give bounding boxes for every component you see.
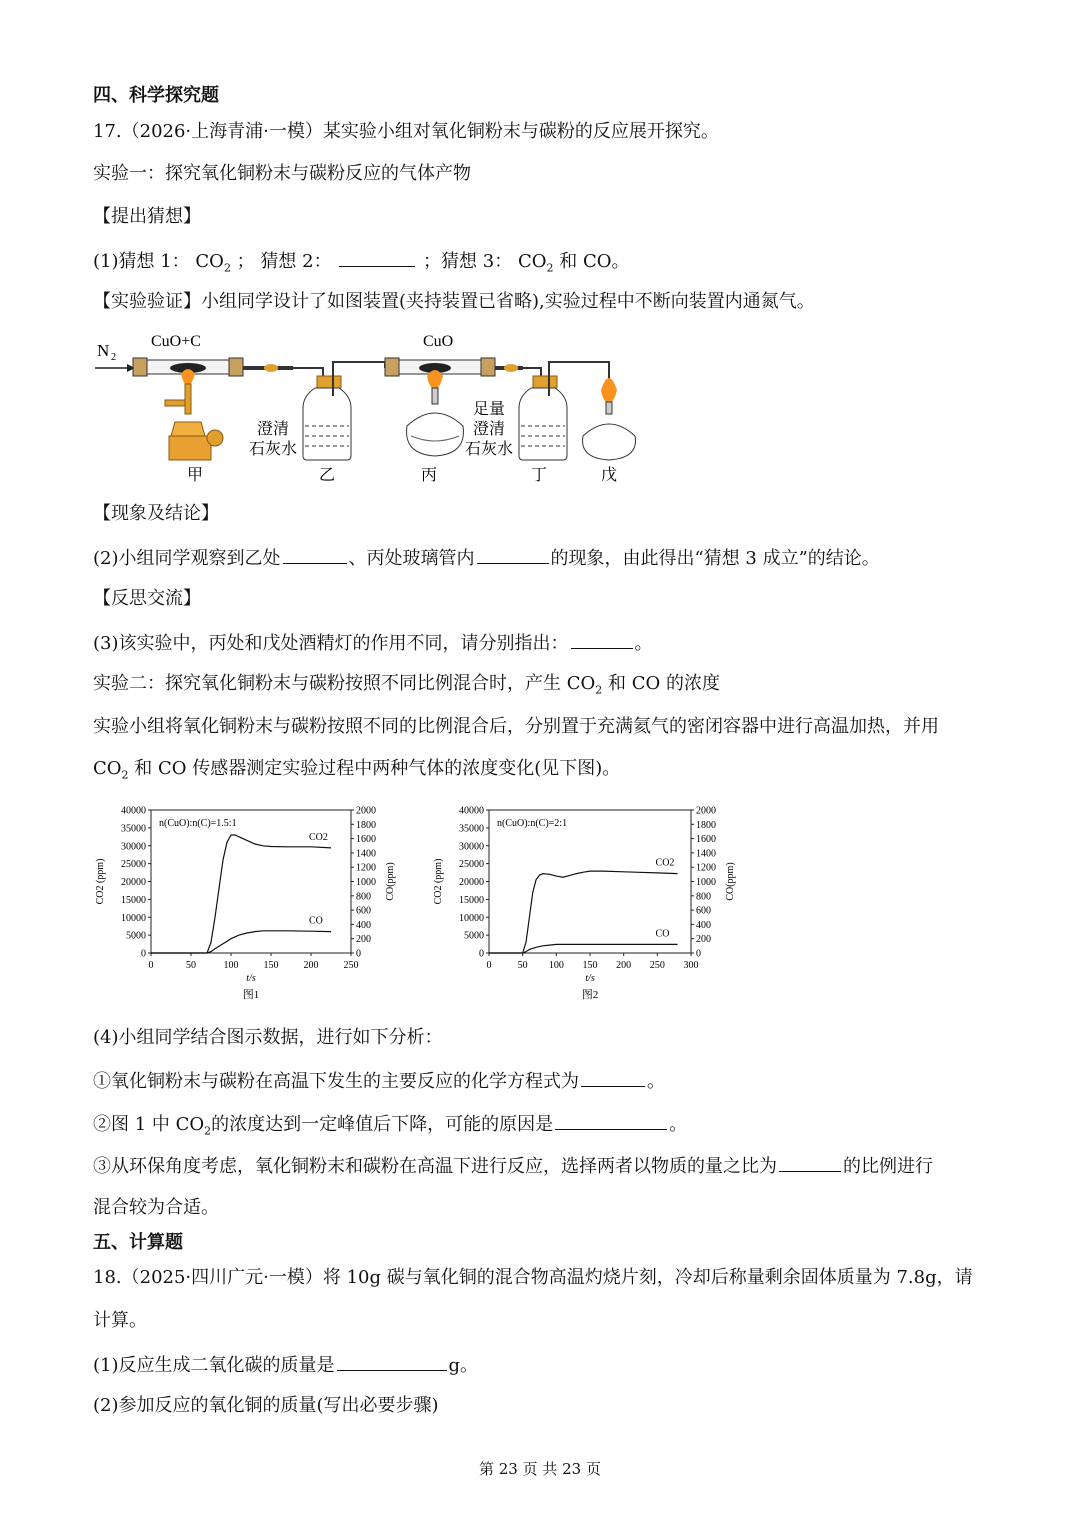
answer-blank[interactable]	[337, 1352, 447, 1371]
y-tick-label-right: 400	[696, 919, 711, 931]
answer-blank[interactable]	[581, 1068, 645, 1087]
y-tick-label-left: 35000	[121, 823, 146, 835]
x-tick-label: 200	[616, 960, 632, 971]
y-axis-label-left: CO2 (ppm)	[95, 858, 106, 905]
q2-part-b: 、丙处玻璃管内	[348, 548, 475, 569]
question-17-header: 17.（2026·上海青浦·一模）某实验小组对氧化铜粉末与碳粉的反应展开探究。	[93, 121, 719, 142]
bottle-ding	[519, 376, 567, 460]
experiment-2-title	[93, 672, 720, 703]
q4-2-c: 。	[669, 1114, 688, 1135]
y-tick-label-right: 1800	[696, 819, 716, 831]
x-tick-label: 150	[582, 960, 598, 971]
y-tick-label-left: 5000	[464, 930, 484, 942]
chart-annotation: n(CuO):n(C)=2:1	[497, 818, 568, 829]
y-axis-label-right: CO(ppm)	[725, 862, 736, 901]
y-tick-label-right: 200	[696, 934, 711, 946]
x-tick-label: 250	[649, 960, 665, 971]
series-label-co: CO	[309, 915, 323, 927]
subscript: 2	[595, 683, 603, 697]
question-2	[93, 545, 880, 571]
rubber-joint-2	[504, 364, 518, 372]
bottle-yi	[303, 376, 351, 460]
y-tick-label-right: 600	[696, 905, 711, 917]
question-18-header-cont: 计算。	[93, 1310, 147, 1331]
y-tick-label-right: 400	[356, 919, 371, 931]
y-tick-label-left: 25000	[121, 859, 146, 871]
q1-part-e: 和 CO。	[559, 251, 630, 272]
y-tick-label-left: 35000	[459, 823, 484, 835]
series-label-co: CO	[655, 928, 670, 940]
x-tick-label: 150	[263, 960, 279, 971]
answer-blank[interactable]	[779, 1153, 841, 1172]
series-line-co	[489, 944, 678, 953]
question-4-3-cont: 混合较为合适。	[93, 1197, 219, 1218]
q4-1-text: ①氧化铜粉末与碳粉在高温下发生的主要反应的化学方程式为	[93, 1071, 579, 1092]
label-yi: 乙	[319, 467, 336, 484]
y-axis-label-left: CO2 (ppm)	[433, 858, 444, 905]
q4-1-end: 。	[647, 1071, 665, 1092]
answer-blank[interactable]	[571, 630, 633, 649]
x-tick-label: 100	[223, 960, 239, 971]
label-bing: 丙	[421, 467, 438, 484]
section-5-title: 五、计算题	[93, 1232, 183, 1253]
x-axis-label: t/s	[585, 973, 595, 984]
y-tick-label-left: 20000	[459, 877, 484, 888]
question-18-2: (2)参加反应的氧化铜的质量(写出必要步骤)	[93, 1395, 439, 1416]
tube1-label: CuO+C	[151, 333, 201, 350]
q4-2-a: ②图 1 中 CO	[93, 1114, 205, 1135]
q4-3-a: ③从环保角度考虑，氧化铜粉末和碳粉在高温下进行反应，选择两者以物质的量之比为	[93, 1156, 777, 1177]
series-line-co2	[489, 871, 678, 953]
q1-part-c: ；猜想 3：	[423, 251, 513, 272]
y-tick-label-left: 0	[141, 948, 146, 960]
desc2-rest: 和 CO 传感器测定实验过程中两种气体的浓度变化(见下图)。	[134, 758, 621, 779]
q1-part-b: ； 猜想 2：	[236, 251, 332, 272]
rubber-joint	[264, 364, 278, 372]
q1-co2: CO	[195, 251, 224, 272]
phenomenon-heading: 【现象及结论】	[93, 503, 219, 524]
question-3	[93, 630, 653, 656]
reflection-heading: 【反思交流】	[93, 588, 201, 609]
y-tick-label-left: 10000	[459, 912, 484, 924]
exp2-part-a: 实验二：探究氧化铜粉末与碳粉按照不同比例混合时，产生 CO	[93, 673, 596, 694]
q4-2-b: 的浓度达到一定峰值后下降，可能的原因是	[211, 1114, 554, 1135]
experiment-1-title: 实验一：探究氧化铜粉末与碳粉反应的气体产物	[93, 163, 471, 184]
lime-water-label-1a: 澄清	[257, 421, 290, 438]
answer-blank[interactable]	[283, 545, 347, 564]
question-4-3	[93, 1153, 933, 1179]
y-tick-label-right: 800	[356, 891, 371, 903]
y-tick-label-left: 20000	[121, 877, 146, 888]
y-tick-label-left: 30000	[459, 841, 484, 853]
y-tick-label-right: 1400	[356, 848, 376, 860]
experiment-2-desc-2	[93, 757, 620, 788]
n2-subscript: 2	[111, 352, 116, 363]
series-line-co2	[151, 835, 331, 953]
question-4: (4)小组同学结合图示数据，进行如下分析：	[93, 1027, 443, 1048]
tube2-label: CuO	[423, 333, 454, 350]
y-tick-label-right: 1200	[696, 862, 716, 874]
n2-label: N	[97, 341, 110, 360]
y-tick-label-right: 1600	[696, 834, 716, 846]
answer-blank[interactable]	[555, 1111, 667, 1130]
y-tick-label-left: 30000	[121, 841, 146, 853]
label-wu: 戊	[601, 467, 618, 484]
answer-blank[interactable]	[339, 248, 415, 267]
tube-to-wu	[549, 362, 609, 386]
question-4-1	[93, 1068, 665, 1094]
y-tick-label-left: 0	[479, 948, 484, 960]
verification-text: 【实验验证】小组同学设计了如图装置(夹持装置已省略),实验过程中不断向装置内通氮气。	[93, 291, 815, 312]
y-tick-label-left: 10000	[121, 912, 146, 924]
lime-water-label-2c: 石灰水	[465, 441, 514, 458]
y-tick-label-right: 200	[356, 934, 371, 946]
apparatus-diagram	[93, 326, 653, 486]
subscript: 2	[204, 1124, 212, 1138]
y-tick-label-right: 2000	[696, 805, 716, 817]
y-tick-label-right: 1000	[356, 877, 376, 888]
chart-annotation: n(CuO):n(C)=1.5:1	[159, 818, 237, 829]
x-tick-label: 200	[303, 960, 319, 971]
q1-co2-b: CO	[517, 251, 547, 272]
x-tick-label: 0	[486, 960, 492, 971]
series-label-co2: CO2	[309, 831, 328, 843]
x-axis-label: t/s	[246, 973, 256, 984]
series-line-co	[151, 931, 331, 953]
series-label-co2: CO2	[655, 857, 675, 869]
hypothesis-heading: 【提出猜想】	[93, 206, 201, 227]
q2-part-a: (2)小组同学观察到乙处	[93, 548, 281, 569]
desc2-co2: CO	[93, 758, 122, 779]
y-tick-label-right: 2000	[356, 805, 376, 817]
burner-jia	[165, 369, 223, 460]
exp2-part-b: 和 CO 的浓度	[607, 673, 720, 694]
q18-1-unit: g。	[448, 1355, 479, 1376]
subscript: 2	[223, 261, 231, 275]
y-tick-label-left: 40000	[121, 805, 146, 817]
concentration-charts	[93, 800, 736, 1010]
x-tick-label: 250	[343, 960, 359, 971]
y-axis-label-right: CO(ppm)	[385, 862, 396, 901]
y-tick-label-left: 15000	[459, 894, 484, 906]
alcohol-lamp-bing	[407, 370, 464, 456]
x-tick-label: 50	[517, 960, 528, 971]
lime-water-label-2a: 足量	[473, 401, 506, 418]
q3-part-a: (3)该实验中，丙处和戊处酒精灯的作用不同，请分别指出：	[93, 633, 569, 654]
y-tick-label-right: 1600	[356, 834, 376, 846]
y-tick-label-right: 1800	[356, 819, 376, 831]
alcohol-lamp-wu	[583, 378, 636, 460]
y-tick-label-left: 25000	[459, 859, 484, 871]
y-tick-label-right: 1200	[356, 862, 376, 874]
question-1	[93, 248, 630, 281]
lime-water-label-1b: 石灰水	[249, 441, 298, 458]
y-tick-label-right: 1000	[696, 877, 716, 888]
x-tick-label: 300	[683, 960, 699, 971]
y-tick-label-left: 15000	[121, 894, 146, 906]
x-tick-label: 50	[186, 960, 196, 971]
subscript: 2	[121, 768, 129, 782]
chart-caption: 图1	[242, 989, 260, 1001]
y-tick-label-right: 600	[356, 905, 371, 917]
chart-caption: 图2	[581, 989, 599, 1001]
q3-part-b: 。	[634, 633, 653, 654]
question-4-2	[93, 1111, 687, 1144]
x-tick-label: 0	[148, 960, 154, 971]
q18-1-text: (1)反应生成二氧化碳的质量是	[93, 1355, 335, 1376]
y-tick-label-right: 800	[696, 891, 711, 903]
y-tick-label-right: 0	[696, 948, 701, 960]
page-footer: 第 23 页 共 23 页	[478, 1460, 601, 1478]
question-18-header: 18.（2025·四川广元·一模）将 10g 碳与氧化铜的混合物高温灼烧片刻，冷却后称量剩余固体质量为 7.8g，请	[93, 1267, 973, 1288]
x-tick-label: 100	[548, 960, 564, 971]
lime-water-label-2b: 澄清	[473, 421, 506, 438]
y-tick-label-left: 40000	[459, 805, 484, 817]
answer-blank[interactable]	[477, 545, 549, 564]
y-tick-label-left: 5000	[126, 930, 146, 942]
label-ding: 丁	[531, 467, 548, 484]
y-tick-label-right: 0	[356, 948, 361, 960]
section-title: 四、科学探究题	[93, 85, 219, 106]
subscript: 2	[546, 261, 554, 275]
q1-part-a: (1)猜想 1：	[93, 251, 190, 272]
y-tick-label-right: 1400	[696, 848, 716, 860]
q2-part-c: 的现象，由此得出“猜想 3 成立”的结论。	[550, 548, 880, 569]
label-jia: 甲	[187, 467, 204, 484]
q4-3-b: 的比例进行	[843, 1156, 933, 1177]
question-18-1	[93, 1352, 478, 1378]
experiment-2-desc-1: 实验小组将氧化铜粉末与碳粉按照不同的比例混合后，分别置于充满氦气的密闭容器中进行高温加热，并用	[93, 716, 939, 737]
